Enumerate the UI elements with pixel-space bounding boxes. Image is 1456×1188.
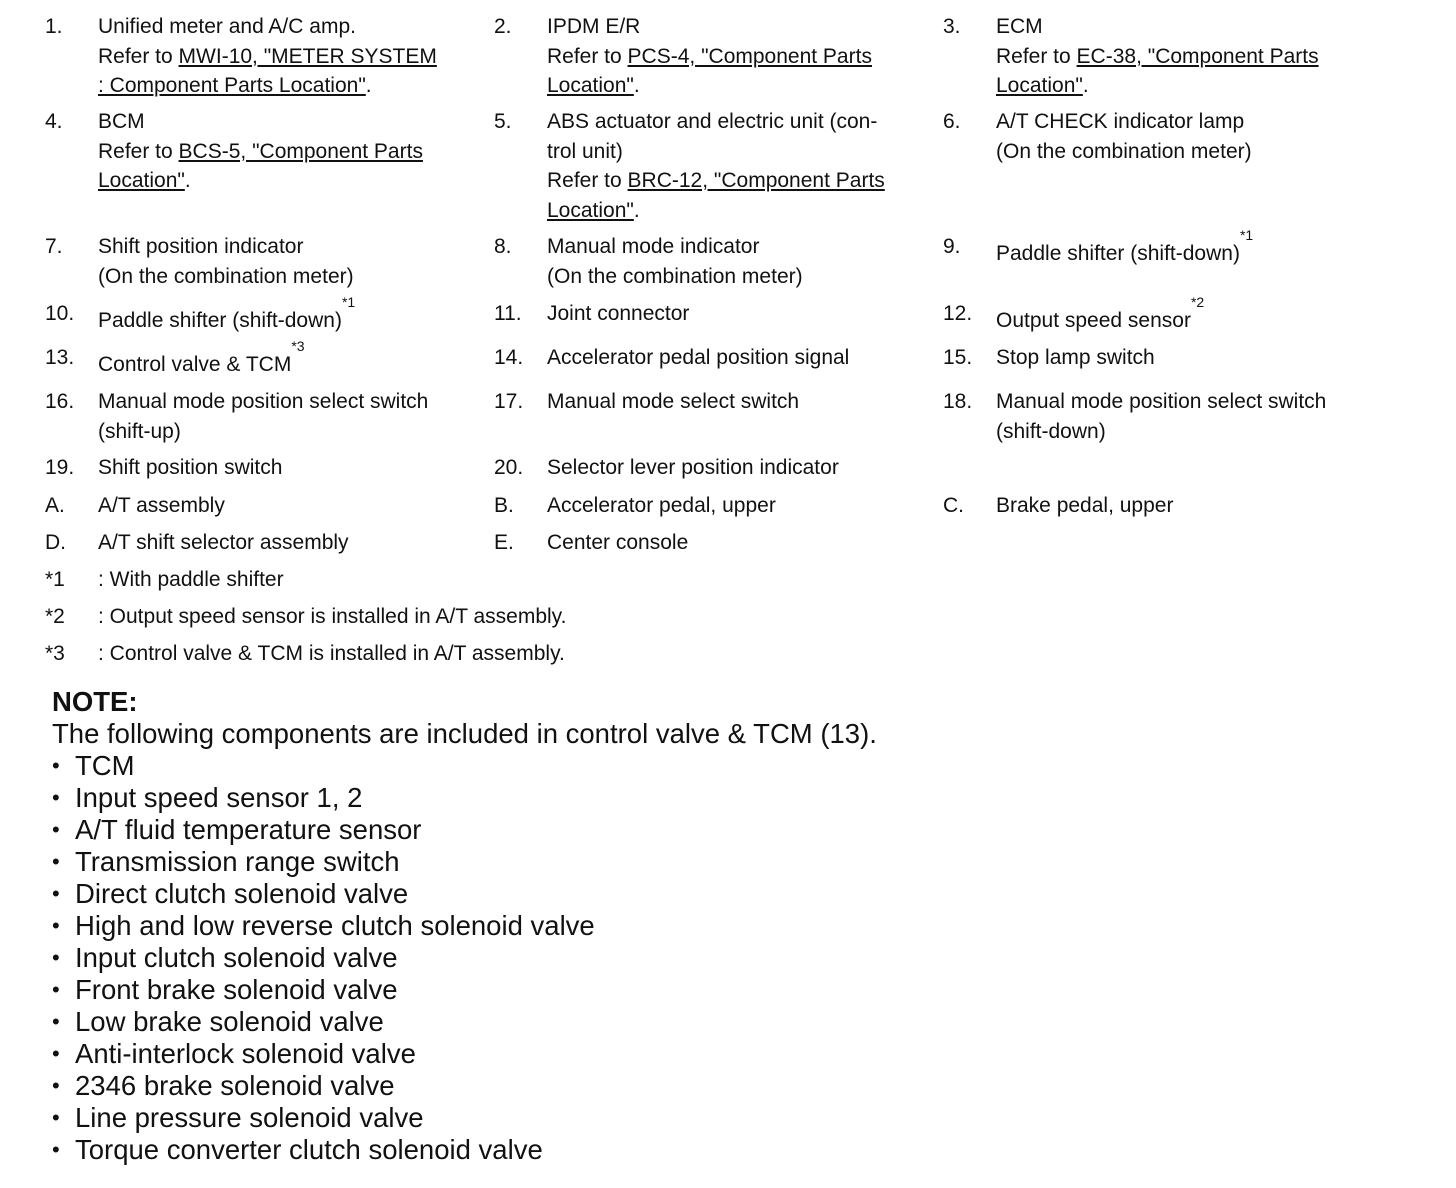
legend-text: Refer to — [98, 44, 179, 68]
legend-text: : Control valve & TCM is installed in A/T assembly. — [98, 642, 565, 665]
reference-link[interactable]: BRC-12, "Component Parts — [627, 169, 885, 192]
legend-item-line — [98, 232, 354, 262]
legend-text: Shift position switch — [98, 456, 283, 479]
legend-text: BCM — [98, 110, 145, 133]
legend-item-text — [98, 565, 284, 595]
note-list-item — [52, 846, 1352, 878]
legend-text: Unified meter and A/C amp. — [98, 15, 356, 38]
legend-item-line — [98, 166, 423, 196]
note-list-item-text: Front brake solenoid valve — [75, 974, 398, 1005]
legend-text: A/T CHECK indicator lamp — [996, 110, 1245, 133]
legend-item-text — [996, 107, 1252, 166]
legend-item-line — [98, 42, 437, 72]
legend-item-line — [98, 565, 284, 595]
legend-text: (On the combination meter) — [996, 139, 1252, 163]
note-list-item — [52, 878, 1352, 910]
legend-item-number: *3 — [45, 642, 65, 665]
legend-item-line — [996, 491, 1173, 521]
legend-text: Paddle shifter (shift-down) — [98, 309, 342, 332]
legend-item-text — [98, 12, 437, 101]
legend-item-text — [547, 343, 849, 373]
legend-item-line — [996, 71, 1319, 101]
legend-item-number: 4. — [45, 110, 63, 133]
legend-item-number: 8. — [494, 235, 512, 258]
legend-item-line — [996, 294, 1205, 336]
note-component-list — [52, 750, 1352, 1166]
legend-item-text — [547, 299, 689, 329]
note-list-item — [52, 1134, 1352, 1166]
legend-item-text — [98, 602, 566, 632]
note-list-item — [52, 942, 1352, 974]
legend-item-number: D. — [45, 531, 66, 554]
legend-item-number: 15. — [943, 346, 973, 369]
legend-item-number: 6. — [943, 110, 961, 133]
note-list-item — [52, 1038, 1352, 1070]
legend-item-line — [98, 417, 428, 447]
legend-item-number: 3. — [943, 15, 961, 38]
bullet-icon: • — [52, 849, 60, 874]
footnote-marker: *2 — [1190, 294, 1205, 310]
legend-text: : Output speed sensor is installed in A/T assembly. — [98, 605, 567, 628]
note-list-item — [52, 1070, 1352, 1102]
legend-item-line — [547, 71, 872, 101]
legend-text: Manual mode indicator — [547, 235, 760, 258]
legend-item-number: C. — [943, 494, 964, 517]
reference-link[interactable]: MWI-10, "METER SYSTEM — [178, 44, 437, 68]
legend-item-text — [547, 232, 803, 291]
legend-item-line — [547, 491, 776, 521]
legend-item-text — [98, 107, 423, 196]
legend-item-line — [547, 262, 803, 292]
bullet-icon: • — [52, 945, 60, 970]
legend-item-number: B. — [494, 494, 514, 517]
reference-link[interactable]: : Component Parts Location" — [98, 74, 366, 97]
legend-item-line — [547, 196, 885, 226]
reference-link[interactable]: PCS-4, "Component Parts — [627, 44, 872, 68]
legend-item-line — [547, 387, 799, 417]
legend-item-line — [547, 12, 872, 42]
legend-item-text — [547, 12, 872, 101]
note-list-item — [52, 1102, 1352, 1134]
footnote-marker: *1 — [341, 294, 356, 310]
note-list-item-text: Line pressure solenoid valve — [75, 1102, 424, 1133]
legend-text: A/T shift selector assembly — [98, 531, 349, 554]
legend-item-text — [547, 453, 839, 483]
legend-item-text — [547, 107, 885, 225]
legend-item-line — [547, 232, 803, 262]
note-list-item — [52, 782, 1352, 814]
legend-text: Manual mode position select switch — [996, 390, 1327, 413]
legend-item-line — [98, 602, 566, 632]
legend-text: Accelerator pedal, upper — [547, 494, 776, 517]
bullet-icon: • — [52, 1073, 60, 1098]
legend-item-number: 12. — [943, 302, 973, 325]
footnote-marker: *3 — [291, 338, 305, 354]
note-list-item — [52, 814, 1352, 846]
legend-text: Stop lamp switch — [996, 346, 1155, 369]
legend-text: : With paddle shifter — [98, 568, 284, 591]
note-list-item-text: High and low reverse clutch solenoid valve — [75, 910, 595, 941]
legend-item-line — [547, 343, 849, 373]
legend-item-number: 9. — [943, 235, 961, 258]
legend-item-text — [98, 338, 305, 380]
reference-link[interactable]: Location" — [996, 74, 1083, 97]
note-list-item-text: 2346 brake solenoid valve — [75, 1070, 395, 1101]
bullet-icon: • — [52, 881, 60, 906]
legend-item-text — [98, 491, 225, 521]
legend-item-text — [98, 232, 354, 291]
legend-item-line — [996, 227, 1254, 269]
note-list-item-text: Input clutch solenoid valve — [75, 942, 398, 973]
legend-item-line — [98, 137, 423, 167]
note-list-item — [52, 974, 1352, 1006]
note-list-item-text: Low brake solenoid valve — [75, 1006, 384, 1037]
note-list-item — [52, 910, 1352, 942]
bullet-icon: • — [52, 1137, 60, 1162]
legend-item-line — [547, 453, 839, 483]
legend-item-line — [98, 387, 428, 417]
legend-item-text — [98, 639, 565, 669]
legend-text: (shift-up) — [98, 419, 181, 443]
legend-text: (On the combination meter) — [547, 264, 803, 288]
legend-text: (shift-down) — [996, 419, 1106, 443]
legend-item-number: 19. — [45, 456, 75, 479]
legend-text: Center console — [547, 531, 689, 554]
legend-item-text — [98, 453, 282, 483]
legend-item-number: 16. — [45, 390, 75, 413]
legend-item-text — [996, 227, 1254, 269]
legend-item-text — [996, 294, 1205, 336]
legend-item-line — [996, 137, 1252, 167]
legend-text: (On the combination meter) — [98, 264, 354, 288]
legend-item-number: 1. — [45, 15, 63, 38]
legend-item-text — [98, 294, 356, 336]
legend-item-text — [996, 387, 1326, 446]
reference-link[interactable]: Location" — [98, 169, 185, 192]
legend-text: IPDM E/R — [547, 15, 641, 38]
note-list-item-text: Torque converter clutch solenoid valve — [75, 1134, 543, 1165]
note-intro: The following components are included in control valve & TCM (13). — [52, 718, 877, 749]
legend-text: Refer to — [547, 44, 628, 68]
reference-link[interactable]: Location" — [547, 198, 634, 222]
note-list-item — [52, 750, 1352, 782]
legend-text: . — [1082, 74, 1089, 97]
legend-text: Refer to — [996, 44, 1077, 68]
legend-item-number: 11. — [494, 302, 522, 325]
footnote-marker: *1 — [1239, 227, 1254, 243]
legend-item-text — [996, 491, 1173, 521]
legend-item-line — [547, 137, 885, 167]
legend-text: ABS actuator and electric unit (con- — [547, 110, 878, 133]
legend-item-number: 13. — [45, 346, 75, 369]
legend-item-number: A. — [45, 494, 65, 517]
legend-text: Joint connector — [547, 302, 690, 325]
legend-item-line — [996, 107, 1252, 137]
bullet-icon: • — [52, 817, 60, 842]
legend-item-text — [547, 387, 799, 417]
note-list-item — [52, 1006, 1352, 1038]
legend-item-line — [98, 453, 282, 483]
legend-item-number: E. — [494, 531, 514, 554]
legend-item-number: 18. — [943, 390, 973, 413]
legend-item-number: 5. — [494, 110, 512, 133]
bullet-icon: • — [52, 785, 60, 810]
legend-item-line — [98, 12, 437, 42]
bullet-icon: • — [52, 977, 60, 1002]
legend-item-text — [547, 491, 776, 521]
legend-text: . — [184, 169, 191, 192]
note-list-item-text: Anti-interlock solenoid valve — [75, 1038, 416, 1069]
legend-item-text — [98, 528, 349, 558]
legend-text: Control valve & TCM — [98, 353, 292, 376]
legend-text: Output speed sensor — [996, 309, 1191, 332]
legend-item-line — [547, 528, 688, 558]
legend-item-line — [996, 417, 1326, 447]
legend-text: Paddle shifter (shift-down) — [996, 242, 1240, 265]
legend-text: Brake pedal, upper — [996, 494, 1174, 517]
note-list-item-text: TCM — [75, 750, 135, 781]
legend-text: ECM — [996, 15, 1043, 38]
note-heading: NOTE: — [52, 686, 138, 717]
legend-text: trol unit) — [547, 139, 623, 163]
legend-item-line — [98, 491, 225, 521]
legend-item-line — [98, 107, 423, 137]
legend-item-line — [98, 71, 437, 101]
legend-item-line — [996, 12, 1319, 42]
reference-link[interactable]: Location" — [547, 74, 634, 97]
legend-item-number: *2 — [45, 605, 65, 628]
bullet-icon: • — [52, 753, 60, 778]
note-list-item-text: Input speed sensor 1, 2 — [75, 782, 363, 813]
reference-link[interactable]: BCS-5, "Component Parts — [178, 139, 423, 163]
bullet-icon: • — [52, 1041, 60, 1066]
legend-item-number: 17. — [494, 390, 524, 413]
legend-item-line — [547, 166, 885, 196]
legend-item-number: 2. — [494, 15, 512, 38]
legend-text: Refer to — [98, 139, 179, 163]
bullet-icon: • — [52, 1105, 60, 1130]
legend-item-line — [996, 387, 1326, 417]
legend-item-text — [98, 387, 428, 446]
legend-item-line — [98, 294, 356, 336]
legend-item-number: *1 — [45, 568, 65, 591]
legend-item-text — [996, 12, 1319, 101]
bullet-icon: • — [52, 1009, 60, 1034]
note-list-item-text: A/T fluid temperature sensor — [75, 814, 422, 845]
legend-item-line — [547, 42, 872, 72]
legend-item-line — [98, 528, 349, 558]
legend-item-number: 14. — [494, 346, 524, 369]
legend-item-line — [98, 338, 305, 380]
legend-text: . — [365, 74, 372, 97]
legend-text: Accelerator pedal position signal — [547, 346, 850, 369]
legend-text: Shift position indicator — [98, 235, 304, 258]
legend-text: . — [633, 198, 640, 222]
legend-item-number: 7. — [45, 235, 63, 258]
legend-text: Manual mode position select switch — [98, 390, 429, 413]
reference-link[interactable]: EC-38, "Component Parts — [1076, 44, 1319, 68]
note-list-item-text: Transmission range switch — [75, 846, 400, 877]
legend-item-number: 10. — [45, 302, 75, 325]
legend-item-line — [547, 107, 885, 137]
legend-item-line — [98, 639, 565, 669]
legend-text: Refer to — [547, 169, 628, 192]
legend-item-line — [547, 299, 689, 329]
note-section — [52, 686, 1352, 1166]
legend-item-line — [996, 343, 1155, 373]
legend-item-number: 20. — [494, 456, 524, 479]
legend-item-text — [547, 528, 688, 558]
legend-item-line — [996, 42, 1319, 72]
note-list-item-text: Direct clutch solenoid valve — [75, 878, 409, 909]
legend-item-text — [996, 343, 1155, 373]
legend-text: . — [633, 74, 640, 97]
bullet-icon: • — [52, 913, 60, 938]
legend-item-line — [98, 262, 354, 292]
legend-text: Selector lever position indicator — [547, 456, 839, 479]
legend-text: A/T assembly — [98, 494, 225, 517]
legend-text: Manual mode select switch — [547, 390, 800, 413]
